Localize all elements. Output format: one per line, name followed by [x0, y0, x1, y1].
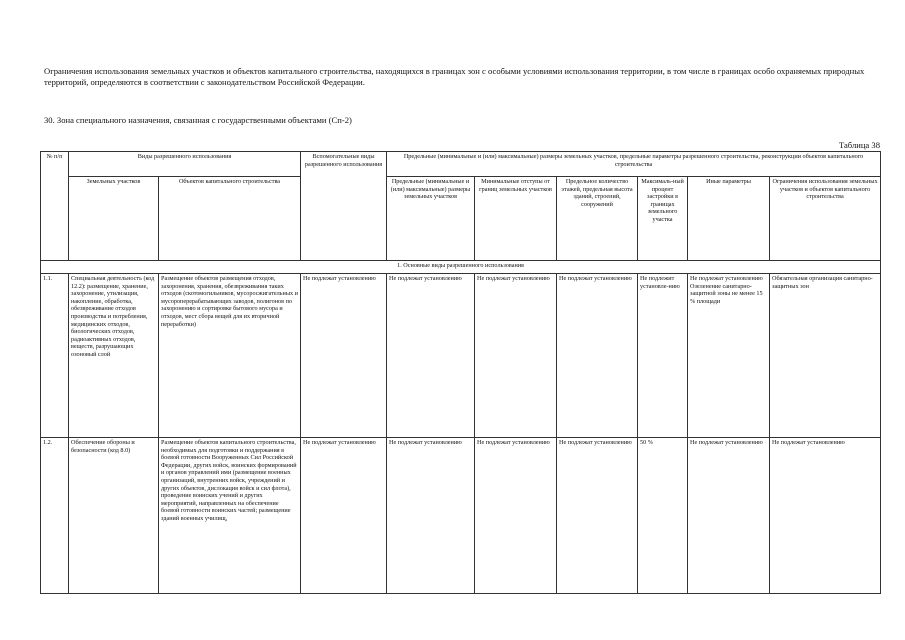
- row-plot-sizes: Не подлежат установлению: [387, 438, 475, 594]
- row-num: 1.2.: [41, 438, 69, 594]
- row-land-use: Обеспечение обороны и безопасности (код 8.0): [69, 438, 159, 594]
- table-row: [41, 274, 881, 438]
- row-restrictions: Не подлежат установлению: [770, 438, 881, 594]
- header-row-1: [41, 152, 881, 177]
- row-coverage: 50 %: [638, 438, 688, 594]
- row-other: Не подлежат установлению: [688, 438, 770, 594]
- row-land-use: Специальная деятельность (код 12.2): размещение, хранение, захоронение, утилизация, накопление, обработка, обезвреживание отходов производства и потребления, медицинских отходов, биологических отходов, радиоактивных отходов, веществ, разрушающих озоновый слой: [69, 274, 159, 438]
- row-coverage: Не подлежит установле-нию: [638, 274, 688, 438]
- zoning-table: [40, 151, 881, 594]
- section-title: 1. Основные виды разрешенного использования: [41, 261, 881, 274]
- row-floors: Не подлежат установлению: [557, 438, 638, 594]
- table-caption: Таблица 38: [838, 140, 880, 150]
- header-land-plots: Земельных участков: [69, 177, 159, 261]
- row-plot-sizes: Не подлежат установлению: [387, 274, 475, 438]
- header-restrictions: Ограничения использования земельных участков и объектов капитального строительства: [770, 177, 881, 261]
- row-objects: Размещение объектов размещения отходов, захоронения, хранения, обезвреживания таких отходов (скотомогильников, мусоросжигательных и мусороперерабатывающих заводов, полигонов по захоронению и сортировке бытового мусора и отходов, мест сбора вещей для их вторичной переработки): [159, 274, 301, 438]
- row-setbacks: Не подлежат установлению: [475, 438, 557, 594]
- header-min-setbacks: Минимальные отступы от границ земельных участков: [475, 177, 557, 261]
- header-max-floors: Предельное количество этажей, предельная высота зданий, строений, сооружений: [557, 177, 638, 261]
- row-other: Не подлежат установлению Озеленение санитарно-защитной зоны не менее 15 % площади: [688, 274, 770, 438]
- header-row-2: [41, 177, 881, 261]
- header-plot-sizes: Предельные (минимальные и (или) максимальные) размеры земельных участков: [387, 177, 475, 261]
- header-auxiliary-uses: Вспомогательные виды разрешенного использования: [301, 152, 387, 261]
- header-permitted-uses: Виды разрешенного использования: [69, 152, 301, 177]
- row-objects: Размещение объектов капитального строительства, необходимых для подготовки и поддержания в боевой готовности Вооруженных Сил Российской Федерации, других войск, воинских формирований и органов управлений ими (размещение военных организаций, внутренних войск, учреждений и других объектов, дислокация войск и сил флота), проведение воинских учений и других мероприятий, направленных на обеспечение боевой готовности воинских частей; размещение зданий военных училищ,: [159, 438, 301, 594]
- section-row: [41, 261, 881, 274]
- header-limits: Предельные (минимальные и (или) максимальные) размеры земельных участков, предельные параметры разрешенного строительства, реконструкции объектов капитального строительства: [387, 152, 881, 177]
- row-num: 1.1.: [41, 274, 69, 438]
- header-other-params: Иные параметры: [688, 177, 770, 261]
- row-auxiliary: Не подлежат установлению: [301, 438, 387, 594]
- header-max-coverage: Максималь-ный процент застройки в границах земельного участка: [638, 177, 688, 261]
- row-auxiliary: Не подлежат установлению: [301, 274, 387, 438]
- row-restrictions: Обязательная организация санитарно-защитных зон: [770, 274, 881, 438]
- row-setbacks: Не подлежат установлению: [475, 274, 557, 438]
- intro-paragraph: Ограничения использования земельных участков и объектов капитального строительства, находящихся в границах зон с особыми условиями использования территории, в том числе в границах особо охраняемых природных территорий, определяются в соответствии с законодательством Российской Федерации.: [44, 66, 865, 87]
- header-capital-objects: Объектов капитального строительства: [159, 177, 301, 261]
- header-num: № п/п: [41, 152, 69, 261]
- row-floors: Не подлежат установлению: [557, 274, 638, 438]
- table-row: [41, 438, 881, 594]
- zone-heading: 30. Зона специального назначения, связанная с государственными объектами (Сп-2): [44, 115, 352, 125]
